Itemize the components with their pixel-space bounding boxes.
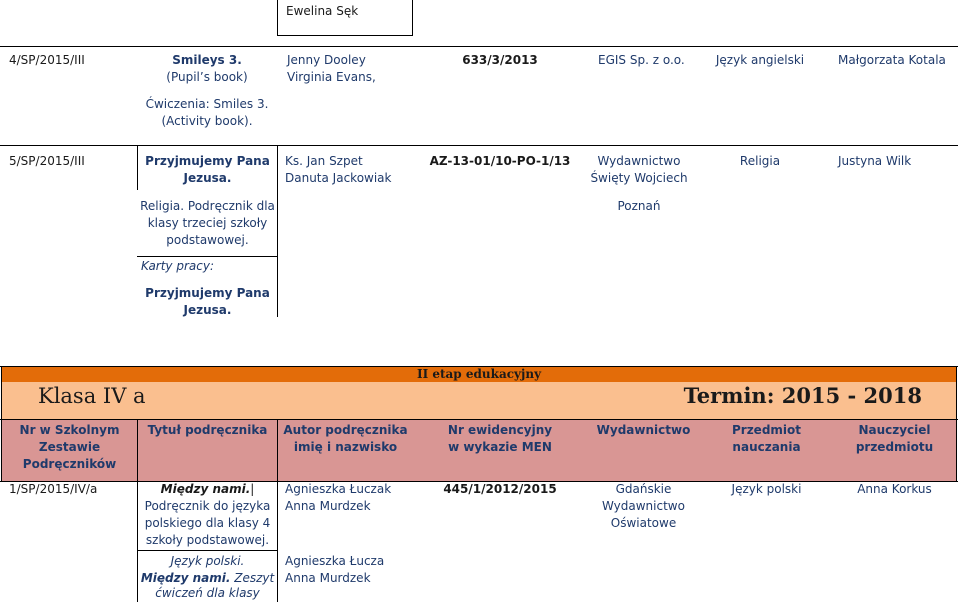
row1-teacher: Anna Korkus bbox=[857, 482, 932, 496]
stage-label: II etap edukacyjny bbox=[416, 367, 542, 381]
row1-title-line3: polskiego dla klasy 4 bbox=[144, 516, 271, 530]
row5-cards-line1: Przyjmujemy Pana bbox=[145, 286, 270, 300]
row1-subject: Język polski bbox=[731, 482, 802, 496]
row1b-line1: Język polski. bbox=[170, 554, 245, 568]
row4-nr: 4/SP/2015/III bbox=[9, 53, 85, 67]
row5-cards-line2: Jezusa. bbox=[183, 303, 232, 317]
header-teacher-line2: przedmiotu bbox=[855, 440, 934, 454]
header-subject-line1: Przedmiot bbox=[731, 423, 802, 437]
row5-title-line1: Przyjmujemy Pana bbox=[145, 154, 270, 168]
row1-author-line2: Anna Murdzek bbox=[285, 499, 371, 513]
row1-title-line2: Podręcznik do języka bbox=[144, 499, 271, 513]
header-nr-line3: Podręczników bbox=[22, 457, 117, 471]
row1b-line3: ćwiczeń dla klasy bbox=[155, 586, 260, 600]
row5-desc-line2: klasy trzeciej szkoły bbox=[147, 216, 268, 230]
row1-title-main: Między nami. bbox=[160, 482, 251, 496]
header-author-line2: imię i nazwisko bbox=[293, 440, 398, 454]
class-label: Klasa IV a bbox=[38, 384, 146, 408]
row4-teacher: Małgorzata Kotala bbox=[838, 53, 946, 67]
row5-title-line2: Jezusa. bbox=[183, 171, 232, 185]
row1-title-line4: szkoły podstawowej. bbox=[145, 533, 270, 547]
row4-subject: Język angielski bbox=[715, 53, 805, 67]
row5-desc-line1: Religia. Podręcznik dla bbox=[140, 199, 275, 213]
row1-ew-number: 445/1/2012/2015 bbox=[443, 482, 557, 496]
teacher-name-top: Ewelina Sęk bbox=[286, 4, 359, 18]
row1-title-line1: Między nami.| bbox=[160, 482, 255, 496]
row5-cards-label: Karty pracy: bbox=[141, 259, 214, 273]
row1-nr: 1/SP/2015/IV/a bbox=[9, 482, 98, 496]
row5-nr: 5/SP/2015/III bbox=[9, 154, 85, 168]
row4-publisher: EGIS Sp. z o.o. bbox=[598, 53, 685, 67]
row1b-title: Między nami. bbox=[140, 571, 231, 585]
header-title: Tytuł podręcznika bbox=[147, 423, 268, 437]
row1-publisher-line2: Wydawnictwo bbox=[602, 499, 685, 513]
header-publisher: Wydawnictwo bbox=[596, 423, 691, 437]
row5-desc-line3: podstawowej. bbox=[166, 233, 249, 247]
header-nr-line2: Zestawie bbox=[38, 440, 101, 454]
row4-exercises-line1: Ćwiczenia: Smiles 3. bbox=[145, 97, 269, 111]
header-ew-line2: w wykazie MEN bbox=[448, 440, 552, 454]
row1-author-line1: Agnieszka Łuczak bbox=[285, 482, 392, 496]
row4-author-line2: Virginia Evans, bbox=[287, 70, 376, 84]
row1-publisher-line1: Gdańskie bbox=[615, 482, 672, 496]
row5-teacher: Justyna Wilk bbox=[838, 154, 912, 168]
header-subject-line2: nauczania bbox=[732, 440, 801, 454]
header-nr-line1: Nr w Szkolnym bbox=[19, 423, 120, 437]
row1b-author-line2: Anna Murdzek bbox=[285, 571, 371, 585]
header-author-line1: Autor podręcznika bbox=[283, 423, 408, 437]
row5-publisher-line2: Święty Wojciech bbox=[590, 171, 688, 185]
header-ew-line1: Nr ewidencyjny bbox=[447, 423, 553, 437]
row1b-author-line1: Agnieszka Łucza bbox=[285, 554, 385, 568]
row1-publisher-line3: Oświatowe bbox=[610, 516, 677, 530]
row4-exercises-line2: (Activity book). bbox=[161, 114, 253, 128]
row4-title-line2: (Pupil’s book) bbox=[166, 70, 248, 84]
row5-author-line2: Danuta Jackowiak bbox=[285, 171, 392, 185]
term-label: Termin: 2015 - 2018 bbox=[683, 383, 922, 408]
row4-ew-number: 633/3/2013 bbox=[462, 53, 538, 67]
row5-publisher-line3: Poznań bbox=[617, 199, 661, 213]
row4-title-line1: Smileys 3. bbox=[172, 53, 242, 67]
row4-author-line1: Jenny Dooley bbox=[287, 53, 366, 67]
row5-subject: Religia bbox=[739, 154, 781, 168]
row5-publisher-line1: Wydawnictwo bbox=[597, 154, 681, 168]
row5-author-line1: Ks. Jan Szpet bbox=[285, 154, 363, 168]
header-teacher-line1: Nauczyciel bbox=[858, 423, 931, 437]
row5-ew-number: AZ-13-01/10-PO-1/13 bbox=[429, 154, 571, 168]
row1b-subtitle: Zeszyt bbox=[230, 571, 275, 585]
